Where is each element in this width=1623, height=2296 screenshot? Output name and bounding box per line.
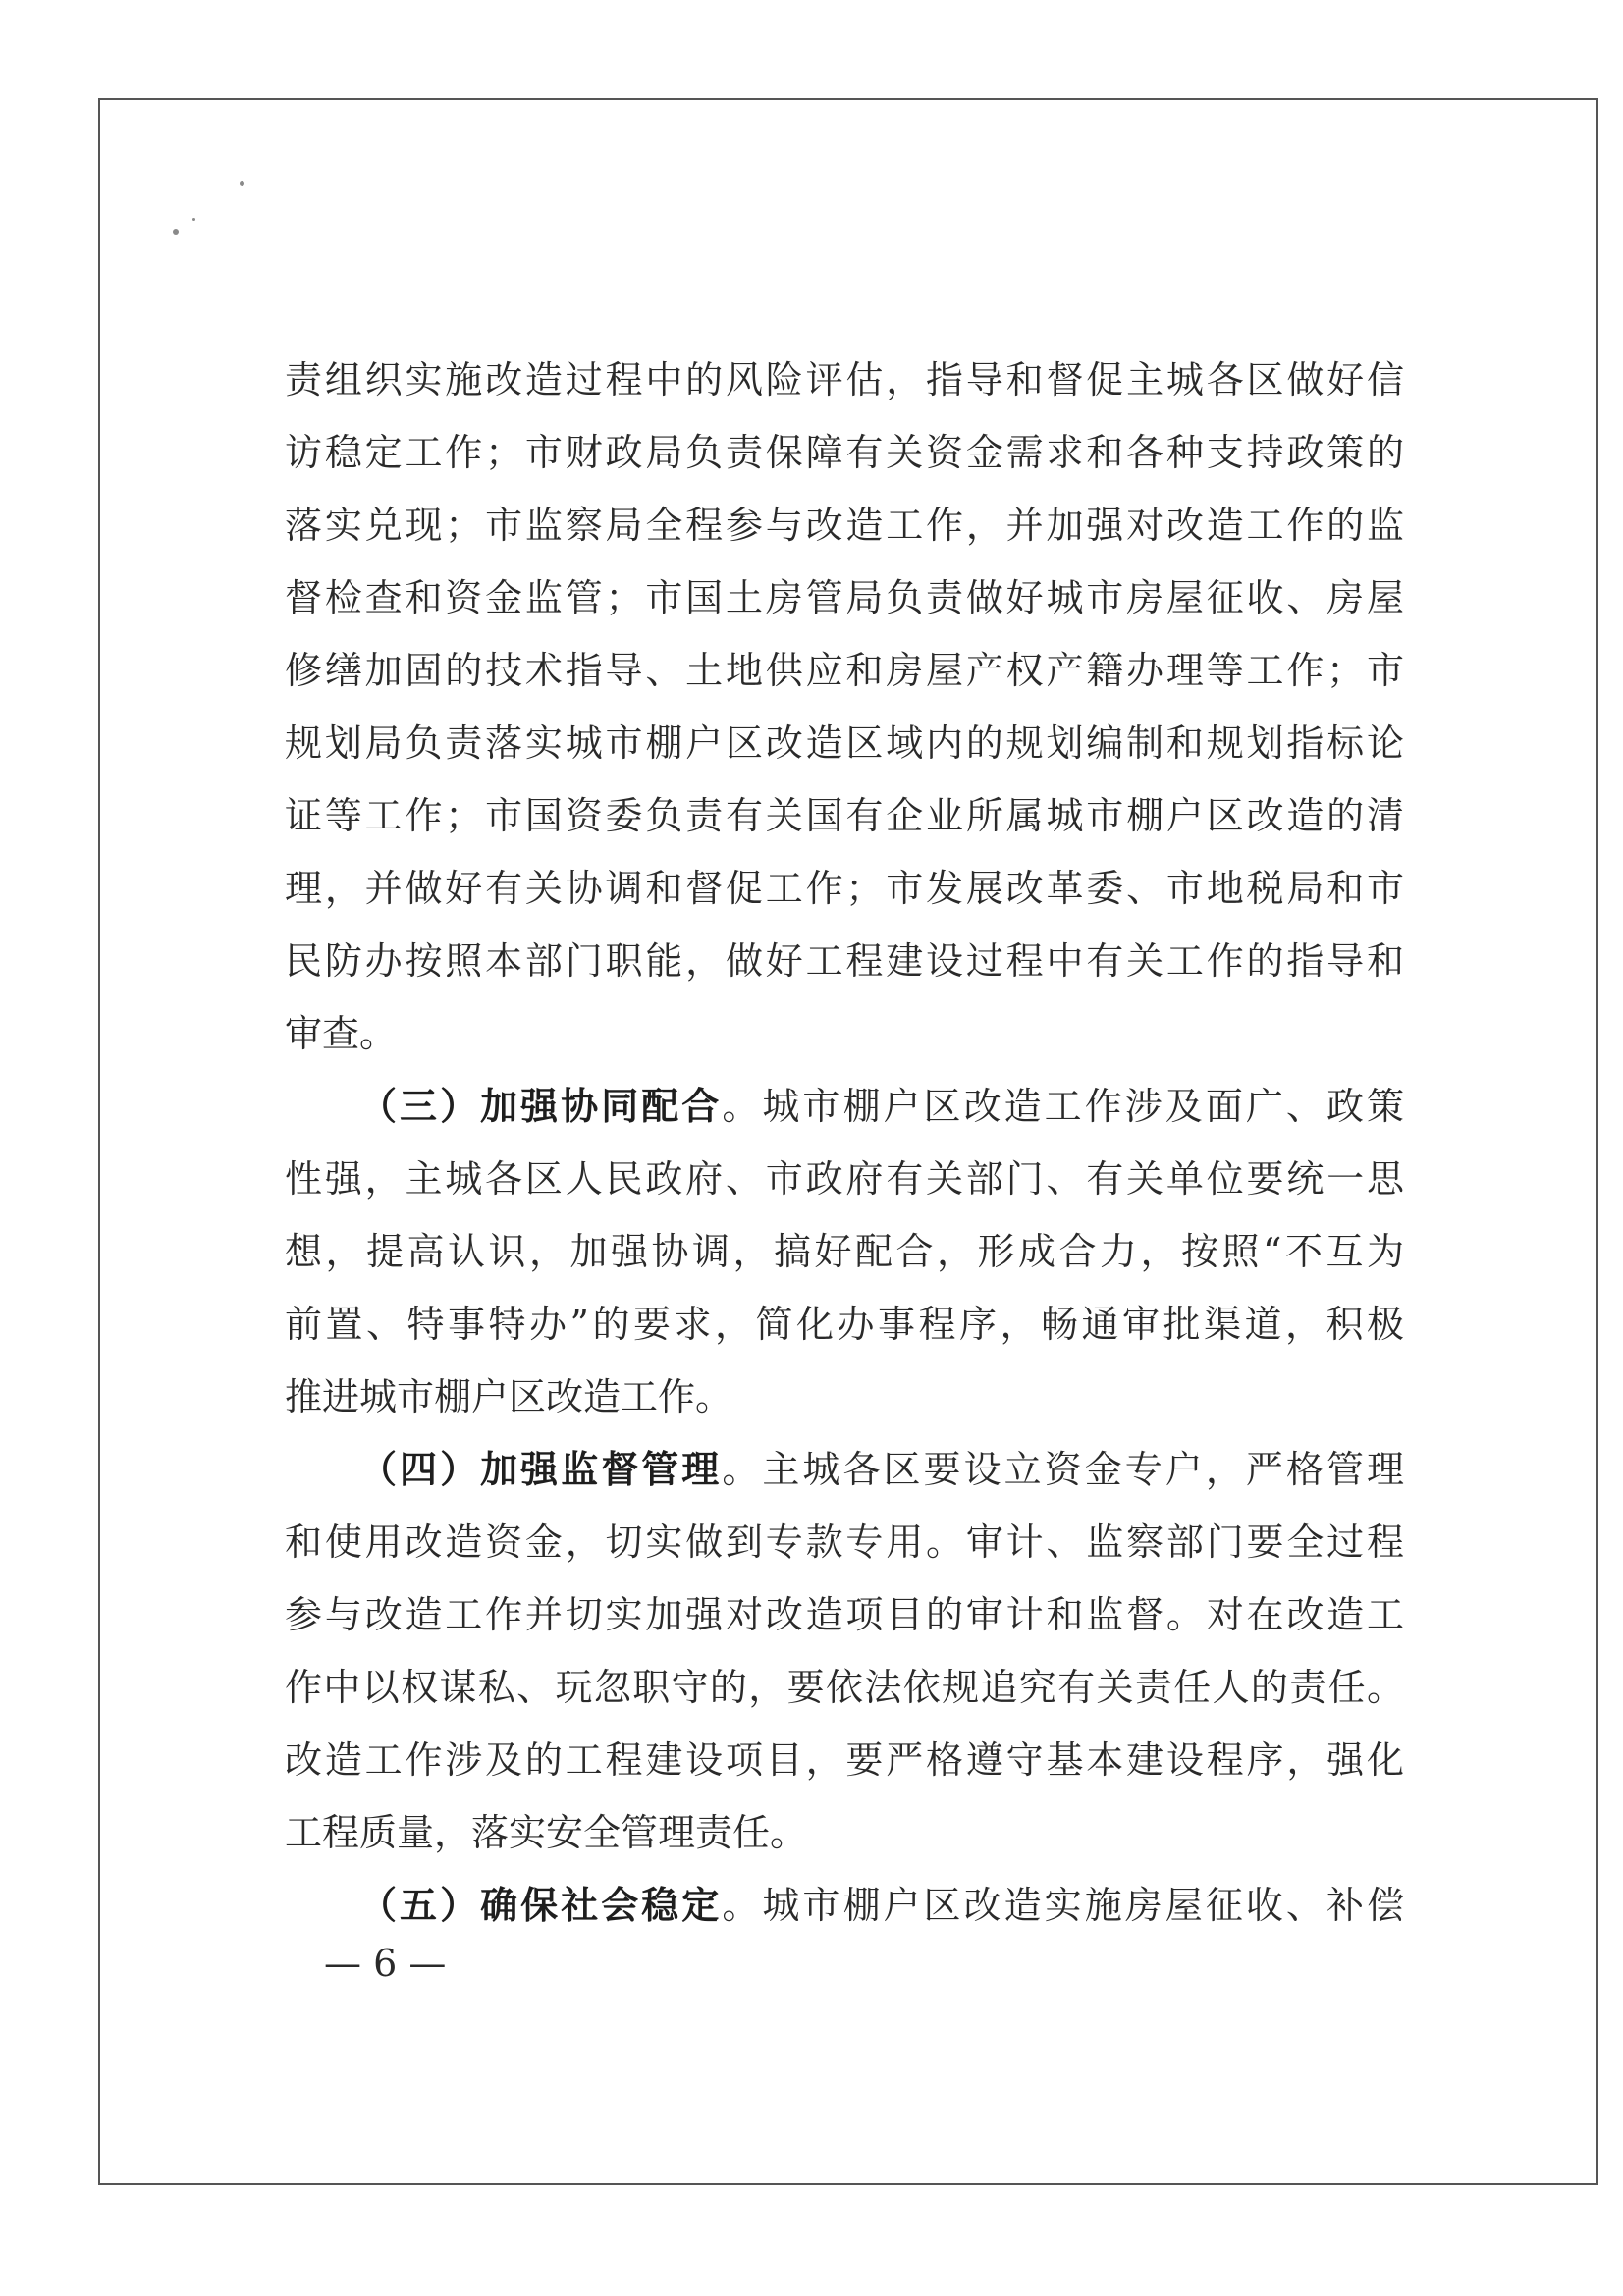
text-line: 审查。 [285,1012,398,1055]
section-first-line [285,1433,1404,1506]
text-line: 前置、特事特办”的要求，简化办事程序，畅通审批渠道，积极 [285,1303,1404,1346]
text-line: 落实兑现；市监察局全程参与改造工作，并加强对改造工作的监 [285,504,1404,547]
text-line: 修缮加固的技术指导、土地供应和房屋产权产籍办理等工作；市 [285,649,1404,692]
text-line: 参与改造工作并切实加强对改造项目的审计和监督。对在改造工 [285,1593,1404,1636]
scan-speck [192,218,195,221]
document-body [285,344,1404,1942]
text-line: 改造工作涉及的工程建设项目，要严格遵守基本建设程序，强化 [285,1738,1404,1782]
text-line: 督检查和资金监管；市国土房管局负责做好城市房屋征收、房屋 [285,576,1404,619]
text-line: 责组织实施改造过程中的风险评估，指导和督促主城各区做好信 [285,358,1404,401]
section-supervision [285,1433,1404,1869]
section-heading: （四）加强监督管理 [359,1448,723,1491]
text-line: 民防办按照本部门职能，做好工程建设过程中有关工作的指导和 [285,939,1404,983]
text-line: 推进城市棚户区改造工作。 [285,1375,733,1418]
section-coordination [285,1070,1404,1433]
text-line: 规划局负责落实城市棚户区改造区域内的规划编制和规划指标论 [285,721,1404,765]
text-line: 作中以权谋私、玩忽职守的，要依法依规追究有关责任人的责任。 [285,1666,1404,1709]
section-text: 。城市棚户区改造实施房屋征收、补偿 [722,1884,1404,1927]
text-line: 和使用改造资金，切实做到专款专用。审计、监察部门要全过程 [285,1521,1404,1564]
paragraph-responsibilities [285,344,1404,1070]
text-line: 证等工作；市国资委负责有关国有企业所属城市棚户区改造的清 [285,794,1404,837]
text-line: 理，并做好有关协调和督促工作；市发展改革委、市地税局和市 [285,867,1404,910]
section-heading: （三）加强协同配合 [359,1085,723,1128]
section-stability [285,1869,1404,1942]
page-number: — 6 — [324,1942,447,1985]
section-text: 。主城各区要设立资金专户，严格管理 [722,1448,1404,1491]
section-first-line [285,1070,1404,1143]
section-heading: （五）确保社会稳定 [359,1884,723,1927]
scan-speck [240,181,244,186]
scan-speck [173,229,179,235]
section-text: 。城市棚户区改造工作涉及面广、政策 [722,1085,1404,1128]
text-line: 工程质量，落实安全管理责任。 [285,1811,808,1854]
text-line: 性强，主城各区人民政府、市政府有关部门、有关单位要统一思 [285,1157,1404,1201]
section-first-line [285,1869,1404,1942]
text-line: 访稳定工作；市财政局负责保障有关资金需求和各种支持政策的 [285,431,1404,474]
text-line: 想，提高认识，加强协调，搞好配合，形成合力，按照“不互为 [285,1230,1404,1273]
